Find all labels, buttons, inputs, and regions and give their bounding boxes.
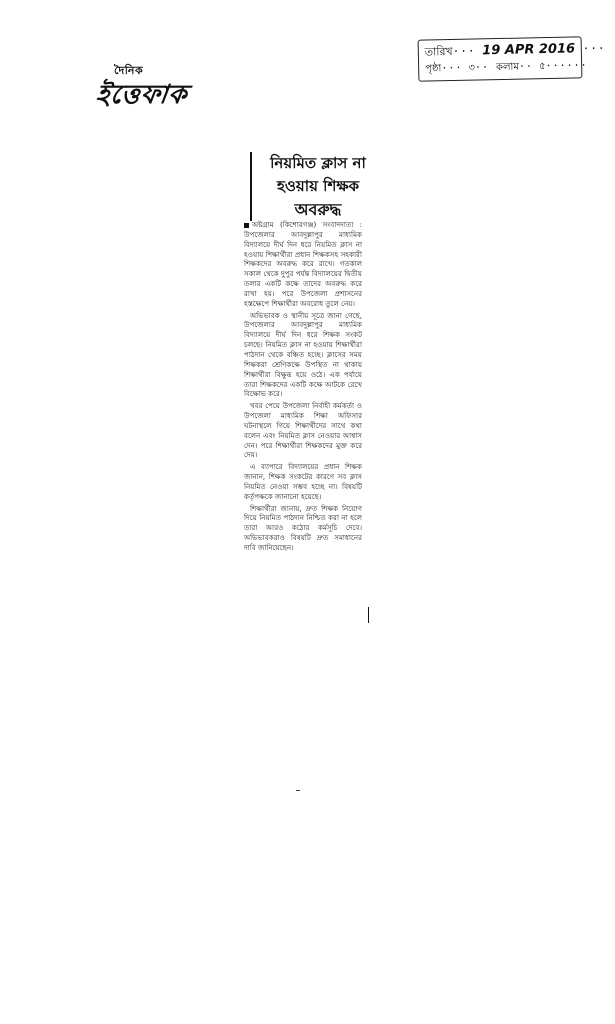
news-article (244, 152, 372, 712)
article-end-mark (296, 790, 300, 791)
stamp-date-value: 19 APR 2016 (482, 41, 576, 59)
article-paragraph: শিক্ষার্থীরা জানায়, দ্রুত শিক্ষক নিয়োগ দিয়ে নিয়মিত পাঠদান নিশ্চিত করা না হলে তারা আরও কঠোর কর্মসূচি দেবে। অভিভাবকরাও বিষয়টি দ্রুত সমাধানের দাবি জানিয়েছেন। (244, 503, 362, 552)
headline-line-2: হওয়ায় শিক্ষক (277, 177, 359, 195)
newspaper-masthead (96, 62, 236, 114)
stamp-column-value: ৫ (538, 61, 546, 73)
stamp-page-value: ৩ (468, 62, 476, 74)
column-edge-mark (368, 607, 369, 623)
article-paragraph: খবর পেয়ে উপজেলা নির্বাহী কর্মকর্তা ও উপজেলা মাধ্যমিক শিক্ষা অফিসার ঘটনাস্থলে গিয়ে শিক্ষার্থীদের সাথে কথা বলেন এবং নিয়মিত ক্লাস নেওয়ার আশ্বাস দেন। পরে শিক্ষার্থীরা শিক্ষকদের মুক্ত করে দেয়। (244, 401, 362, 460)
headline-line-1: নিয়মিত ক্লাস না (270, 154, 366, 172)
article-body (244, 220, 362, 555)
stamp-date-label: তারিখ (424, 44, 453, 59)
stamp-page-row: পৃষ্ঠা··· ৩·· কলাম·· ৫······ (425, 60, 588, 75)
stamp-column-label: কলাম (495, 61, 520, 74)
stamp-date-row: তারিখ··· 19 APR 2016 ··· (424, 41, 606, 59)
article-paragraph: এ ব্যাপারে বিদ্যালয়ের প্রধান শিক্ষক জানান, শিক্ষক সংকটের কারণে সব ক্লাস নিয়মিত নেওয়া সম্ভব হচ্ছে না। বিষয়টি কর্তৃপক্ষকে জানানো হয়েছে। (244, 462, 362, 501)
masthead-name: ইত্তেফাক (94, 80, 190, 110)
stamp-page-label: পৃষ্ঠা (425, 63, 442, 75)
article-paragraph: অভিভাবক ও স্থানীয় সূত্রে জানা গেছে, উপজেলার আবদুল্লাপুর মাধ্যমিক বিদ্যালয়ে দীর্ঘ দিন ধরে শিক্ষক সংকট চলছে। নিয়মিত ক্লাস না হওয়ায় শিক্ষার্থীরা পাঠদান থেকে বঞ্চিত হচ্ছে। ক্লাসের সময় শিক্ষকরা শ্রেণিকক্ষে উপস্থিত না থাকায় শিক্ষার্থীরা বিক্ষুব্ধ হয়ে ওঠে। এক পর্যায়ে তারা শিক্ষকদের একটি কক্ষে আটকে রেখে বিক্ষোভ করে। (244, 310, 362, 399)
clipping-date-stamp (418, 36, 606, 81)
headline-line-3: অবরুদ্ধ (294, 200, 342, 219)
masthead-small-text: দৈনিক (114, 64, 144, 77)
article-headline (250, 152, 380, 221)
article-paragraph: অষ্টগ্রাম (কিশোরগঞ্জ) সংবাদদাতা : উপজেলার আবদুল্লাপুর মাধ্যমিক বিদ্যালয়ে দীর্ঘ দিন ধরে নিয়মিত ক্লাস না হওয়ায় শিক্ষার্থীরা প্রধান শিক্ষকসহ সহকারী শিক্ষকদের অবরুদ্ধ করে রাখে। গতকাল সকাল থেকে দুপুর পর্যন্ত বিদ্যালয়ের দ্বিতীয় তলার একটি কক্ষে তাদের অবরুদ্ধ করে রাখা হয়। পরে উপজেলা প্রশাসনের হস্তক্ষেপে শিক্ষার্থীরা অবরোধ তুলে নেয়। (244, 220, 362, 308)
